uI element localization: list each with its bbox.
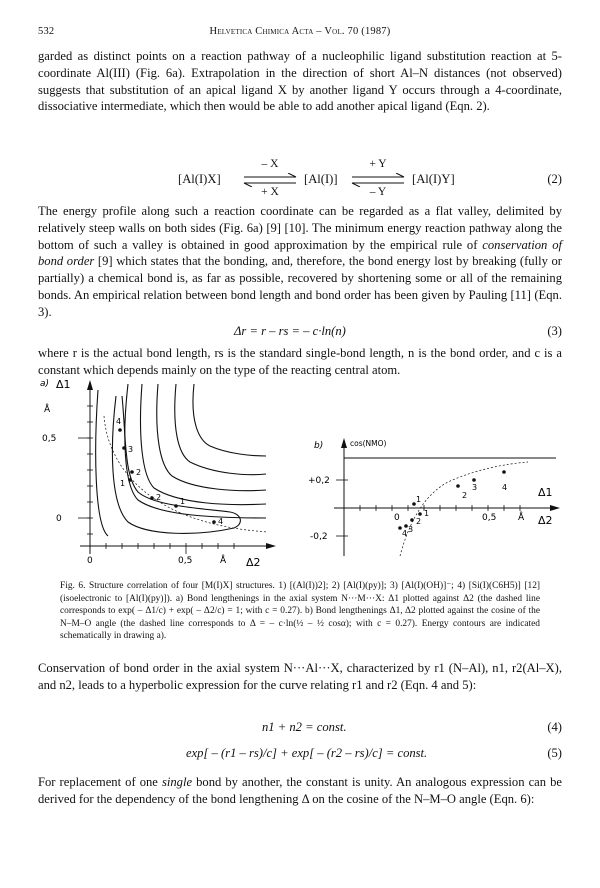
panel-b-series-label-1: Δ1 (538, 486, 553, 499)
panel-b-x-arrow (550, 505, 560, 511)
paragraph-5 (38, 774, 562, 808)
paragraph-5-emphasis: single (161, 775, 193, 789)
eq3-text: Δr = r – rs = – c·ln(n) (234, 324, 346, 338)
eq3-label: (3) (547, 324, 562, 338)
equation-5 (38, 746, 562, 762)
panel-b (308, 438, 560, 556)
eq2-label: (2) (547, 172, 562, 186)
panel-b-point (456, 484, 460, 488)
panel-a-point-label: 2 (136, 468, 142, 477)
panel-b-tag: b) (314, 441, 324, 451)
panel-a-point-label: 1 (120, 479, 126, 488)
panel-b-y-label: cos(NMO) (350, 439, 387, 448)
panel-b-point-label: 1 (424, 509, 430, 518)
page-number: 532 (38, 26, 55, 37)
panel-b-point (502, 470, 506, 474)
eq2-left: [Al(I)X] (178, 172, 221, 186)
panel-a-energy-contours (96, 384, 266, 536)
eq2-arrow2-top: + Y (369, 158, 387, 170)
panel-b-point-label: 4 (502, 483, 508, 492)
panel-a-point (150, 496, 154, 500)
panel-b-y-arrow (341, 438, 347, 448)
panel-a-point-label: 1 (180, 497, 186, 506)
panel-b-x-tick-label-05: 0,5 (482, 513, 497, 523)
eq2-equilibrium-arrow-1 (242, 173, 298, 187)
panel-b-point-label: 3 (408, 525, 414, 534)
panel-a-y-unit: Å (44, 405, 51, 415)
panel-b-point-label: 3 (472, 483, 478, 492)
equation-2 (38, 160, 562, 198)
figure-6 (38, 376, 562, 576)
panel-a-point (118, 428, 122, 432)
panel-a-x-tick-label-unit: Å (220, 556, 227, 566)
panel-a-y-arrow (87, 380, 93, 390)
paragraph-2-text-b: [9] which states that the bonding, and, therefore, the bond energy lost by breaking (fully or partially) a chemical bond is, as far as possible, recovered by shortening some or all of the remaining bonds. An empirical relation between bond length and bond order has been given by Pauling [11] (Eqn. 3). (38, 254, 562, 319)
panel-a-point-label: 2 (156, 493, 162, 502)
eq5-label: (5) (547, 746, 562, 760)
panel-a-point-label: 4 (218, 517, 224, 526)
panel-a-x-arrow (266, 543, 276, 549)
panel-a-point (212, 520, 216, 524)
panel-b-dashed-curve (400, 462, 528, 556)
eq2-arrow2-bot: – Y (369, 186, 387, 198)
eq4-label: (4) (547, 720, 562, 734)
eq4-text: n1 + n2 = const. (262, 720, 347, 734)
paragraph-5-text-a: For replacement of one (38, 775, 162, 789)
panel-a-tag: a) (40, 379, 50, 389)
equation-3 (38, 324, 562, 340)
paragraph-1: garded as distinct points on a reaction pathway of a nucleophilic ligand substitution reaction at 5-coordinate Al(III) (Fig. 6a). Extrapolation in the direction of short Al–N distances (not observed) suggests that substitution of an apical ligand X by another ligand Y occurs through a 4-coordinate, dissociative intermediate, which then would be able to add another apical ligand (Eqn. 2). (38, 49, 562, 114)
panel-a (40, 378, 276, 569)
panel-a-point (174, 504, 178, 508)
panel-b-series-label-2: Δ2 (538, 514, 553, 527)
panel-b-point (410, 518, 414, 522)
journal-title: Helvetica Chimica Acta – Vol. 70 (1987) (209, 26, 391, 37)
panel-a-point-label: 4 (116, 417, 122, 426)
panel-a-x-tick-label-0: 0 (87, 556, 93, 566)
panel-b-y-tick-label-minus02: -0,2 (310, 532, 328, 542)
paragraph-4: Conservation of bond order in the axial system N···Al···X, characterized by r1 (N–Al), n1, r2(Al–X), and n2, leads to a hyperbolic expression for the curve relating r1 and r2 (Eqn. 4 and 5): (38, 661, 562, 692)
panel-a-point (128, 478, 132, 482)
panel-b-x-tick-label-unit: Å (518, 513, 525, 523)
eq2-arrow1-top: – X (261, 158, 279, 170)
paragraph-2-emphasis: conservation of bond order (38, 237, 562, 269)
paragraph-2 (38, 203, 562, 321)
paragraph-2-text-a: The energy profile along such a reaction coordinate can be regarded as a flat valley, delimited by relatively steep walls on both sides (Fig. 6a) [9] [10]. The minimum energy reaction pathway along the bottom of such a valley is obtained in good approximation by the empirical rule of (38, 204, 562, 252)
panel-b-point-label: 4 (402, 529, 408, 538)
eq5-text: exp[ – (r1 – rs)/c] + exp[ – (r2 – rs)/c] = const. (186, 746, 428, 760)
panel-a-y-tick-label-0: 0 (56, 514, 62, 524)
figure-caption: Fig. 6. Structure correlation of four [M(I)X] structures. 1) [(Al(I))2]; 2) [Al(I)(py)]; 3) [Al(I)(OH)]⁻; 4) [Si(I)(C6H5)] [12] (isoelectronic to [Al(I)(py)]). a) Bond lengthenings in the axial system N···M···X: Δ1 plotted against Δ2 (the dashed line corresponds to exp( – Δ1/c) + exp( – Δ2/c) = 1; with c = 0.27). b) Bond lengthenings Δ1, Δ2 plotted against the cosine of the N–M–O angle (the dashed line corresponds to Δ = – c·ln(½ – ½ cosα); with c = 0.27). Energy contours are indicated schematically in drawing a). (60, 581, 540, 642)
panel-b-x-tick-label-0: 0 (394, 513, 400, 523)
panel-a-point (130, 470, 134, 474)
panel-b-point-label: 2 (462, 491, 468, 500)
eq2-right: [Al(I)Y] (412, 172, 455, 186)
eq2-arrow1-bot: + X (261, 186, 279, 198)
panel-a-x-tick-label-05: 0,5 (178, 556, 193, 566)
panel-a-point (122, 446, 126, 450)
paragraph-5-text-b: bond by another, the constant is unity. An analogous expression can be derived for the dependency of the bond lengthening Δ on the cosine of the N–M–O angle (Eqn. 6): (38, 775, 562, 806)
panel-a-data-points (118, 428, 216, 524)
equation-4 (38, 720, 562, 736)
panel-a-y-label: Δ1 (56, 378, 71, 391)
panel-a-x-label: Δ2 (246, 556, 261, 569)
eq2-equilibrium-arrow-2 (350, 173, 406, 187)
eq2-mid: [Al(I)] (304, 172, 338, 186)
panel-b-point-label: 1 (416, 495, 422, 504)
panel-a-y-tick-label-05: 0,5 (42, 434, 57, 444)
panel-a-point-label: 3 (128, 445, 134, 454)
panel-b-y-tick-label-plus02: +0,2 (308, 476, 330, 486)
panel-b-point-label: 2 (416, 517, 422, 526)
panel-b-point (418, 512, 422, 516)
panel-a-x-ticks (106, 543, 234, 554)
panel-b-point (472, 478, 476, 482)
paragraph-3: where r is the actual bond length, rs is the standard single-bond length, n is the bond order, and c is a constant which depends mainly on the type of the reacting central atom. (38, 346, 562, 377)
